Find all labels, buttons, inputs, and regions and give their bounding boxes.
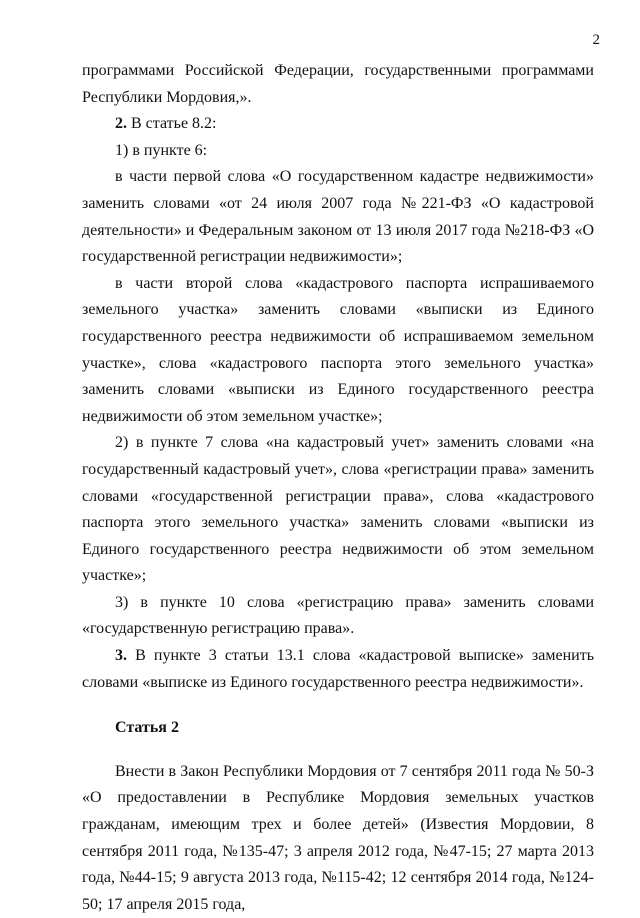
paragraph-part-one: в части первой слова «О государственном кадастре недвижимости» заменить словами «от 24 июля 2007 года №221-ФЗ «О кадастровой деятельности» и Федеральным законом от 13 июля 2017 года №218-ФЗ «О государственной регистрации недвижимости»; [82, 168, 594, 266]
paragraph-subitem-2: 2) в пункте 7 слова «на кадастровый учет» заменить словами «на государственный кадастровый учет», слова «регистрации права» заменить словами «государственной регистрации права», слова «кадастрового паспорта этого земельного участка» заменить словами «выписки из Единого государственного реестра недвижимости об этом земельном участке»; [82, 434, 594, 585]
paragraph-item-3 [82, 643, 594, 696]
item-number: 2. [115, 115, 127, 133]
paragraph-continuation: программами Российской Федерации, государственными программами Республики Мордовия,». [82, 62, 594, 106]
paragraph-text: В статье 8.2: [127, 115, 217, 133]
paragraph-text: В пункте 3 статьи 13.1 слова «кадастровой выписке» заменить словами «выписке из Единого государственного реестра недвижимости». [82, 647, 594, 691]
paragraph-subitem-1: 1) в пункте 6: [115, 141, 208, 159]
document-body [82, 58, 594, 918]
page-number: 2 [592, 32, 600, 48]
paragraph-item-2 [82, 111, 594, 138]
paragraph-part-two: в части второй слова «кадастрового паспорта испрашиваемого земельного участка» заменить словами «выписки из Единого государственного реестра недвижимости об испрашиваемом земельном участке», слова «кадастрового паспорта этого земельного участка» заменить словами «выписки из Единого государственного реестра недвижимости об этом земельном участке»; [82, 274, 594, 425]
article-heading: Статья 2 [115, 719, 179, 737]
item-number: 3. [115, 647, 127, 665]
paragraph-subitem-3: 3) в пункте 10 слова «регистрацию права» заменить словами «государственную регистрацию права». [82, 593, 594, 638]
paragraph-article-2: Внести в Закон Республики Мордовия от 7 сентября 2011 года № 50-З «О предоставлении в Республике Мордовия земельных участков гражданам, имеющим трех и более детей» (Известия Мордовии, 8 сентября 2011 года, №135-47; 3 апреля 2012 года, №47-15; 27 марта 2013 года, №44-15; 9 августа 2013 года, №115-42; 12 сентября 2014 года, №124-50; 17 апреля 2015 года, [82, 762, 594, 913]
